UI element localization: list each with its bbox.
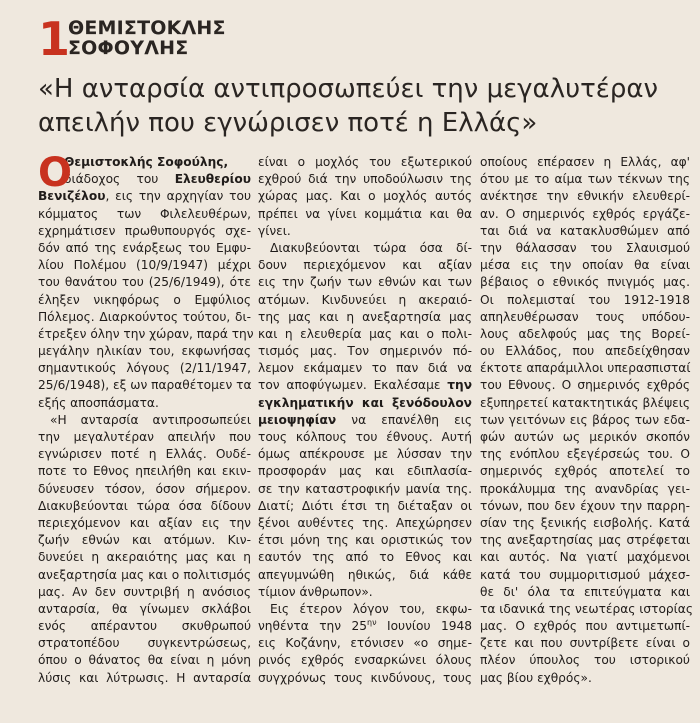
text-line: Θεμιστοκλής Σοφούλης,	[64, 155, 229, 169]
text-line: μεγάλην ηλικίαν του, εκφωνήσας	[38, 344, 251, 359]
text-line: ου Ελλάδος, που απεδείχθησαν	[480, 344, 690, 359]
section-number: 1	[38, 12, 71, 66]
text-line: δόν από της ενάρξεως του Εμφυ-	[38, 240, 251, 255]
text-line: απηλευθέρωσαν τους υπόδου-	[480, 309, 690, 324]
text-line: έτρεξεν όλην την χώραν, παρά την	[38, 326, 254, 341]
text-line: σε την καταστροφικήν μανία της.	[258, 481, 472, 496]
text-line: εις Κοζάνην, ετόνισεν «ο σημε-	[258, 636, 472, 651]
text-line: απεγυμνώθη ηθικώς, διά κάθε	[258, 567, 472, 582]
text-line: δυνεύει η ακεραιότης μας και η	[38, 550, 251, 565]
headline-line-1: «Η ανταρσία αντιπροσωπεύει την μεγαλυτέραν	[38, 74, 659, 104]
text-line: τα ιδανικά της νεωτέρας ιστορίας	[480, 601, 693, 616]
text-line: σημερινός εχθρός αποτελεί το	[480, 464, 690, 479]
drop-cap: Ο	[38, 150, 73, 196]
text-line: έτσι μόνη της και οριστικώς τον	[258, 533, 472, 548]
article-column-1	[38, 150, 254, 687]
text-line: ποτε το Εθνος ηπειλήθη και εκιν-	[38, 464, 251, 479]
text-line: Οι πολεμισταί του 1912-1918	[480, 292, 690, 307]
text-line: μας βίου εχθρός».	[480, 670, 592, 685]
text-line: βέβαιος ο εθνικός πνιγμός μας.	[480, 275, 690, 290]
text-line: της μας και η ανεξαρτησία μας	[258, 309, 472, 324]
text-line: μειοψηφίαν να επανέλθη εις	[258, 412, 472, 427]
article-column-3	[480, 154, 693, 687]
text-line: λύσις και λύτρωσις. Η ανταρσία	[38, 670, 251, 685]
text-line: έκτοτε απαράμιλλοι υπερασπισταί	[480, 361, 691, 376]
text-line: πλέον ύπουλος του ιστορικού	[480, 653, 690, 668]
text-line: την μεγαλυτέραν απειλήν που	[38, 430, 251, 444]
text-line: ρινός εχθρός ενσαρκώνει όλους	[258, 653, 472, 668]
text-line: και αυτός. Να γιατί μαχόμενοι	[480, 550, 690, 565]
text-line: εγκληματικήν και ξενόδουλον	[258, 395, 472, 410]
text-line: εχθρού διά την υποδούλωσιν της	[258, 172, 472, 187]
text-line: εγνώρισεν ποτέ η Ελλάς. Ουδέ-	[38, 447, 251, 462]
text-line: διάδοχος του Ελευθερίου	[64, 172, 251, 187]
text-line: της ενόπλου εξεγέρσεώς του. Ο	[480, 447, 690, 462]
text-line: δουν περιεχόμενον και αξίαν	[258, 258, 472, 273]
text-line: Βενιζέλου, εις την αρχηγίαν του	[38, 189, 251, 204]
text-line: λίου Πολέμου (10/9/1947) μέχρι	[38, 258, 251, 273]
text-line: εαυτόν της από το Εθνος και	[258, 550, 472, 565]
text-line: όμως απέκρουσε με λύσσαν την	[258, 447, 472, 462]
text-line: χώρας μας. Και ο μοχλός αυτός	[258, 189, 472, 204]
text-line: τίμιον άνθρωπον».	[258, 584, 373, 599]
text-line: κόμματος των Φιλελευθέρων,	[38, 206, 251, 221]
text-line: ζετε και που συντρίβετε είναι ο	[480, 636, 690, 651]
text-line: ότου με το αίμα των τέκνων της	[480, 172, 690, 187]
text-line: ενός απέραντου σκυθρωπού	[38, 619, 251, 634]
text-line: Πόλεμος. Διαρκούντος τούτου, δι-	[38, 309, 251, 324]
text-line: εχρημάτισεν πρωθυπουργός σχε-	[38, 223, 251, 238]
headline-line-2: απειλήν που εγνώρισεν ποτέ η Ελλάς»	[38, 108, 538, 138]
person-name-line-1: ΘΕΜΙΣΤΟΚΛΗΣ	[68, 17, 226, 39]
person-name-line-2: ΣΟΦΟΥΛΗΣ	[68, 37, 189, 59]
text-line: εξής αποσπάσματα.	[38, 395, 159, 410]
article-headline	[38, 72, 678, 140]
text-line: μας. Ο εχθρός που αντιμετωπί-	[480, 619, 690, 634]
text-line: πρέπει να γίνει κομμάτια και θα	[258, 206, 472, 221]
text-line: κατά του συμμοριτισμού μάχεσ-	[480, 567, 690, 582]
text-line: περιεχόμενον και αξίαν εις την	[38, 515, 251, 530]
text-line: «Η ανταρσία αντιπροσωπεύει	[50, 412, 251, 427]
text-line: του Εθνους. Ο σημερινός εχθρός	[480, 378, 690, 393]
text-line: προσφοράν μας και εδιπλασία-	[258, 464, 472, 479]
text-line: και η ελευθερία μας και ο πολι-	[258, 326, 472, 341]
text-line: έληξεν νικηφόρως ο Εμφύλιος	[38, 292, 251, 307]
text-line: οποίους επέρασεν η Ελλάς, αφ'	[480, 155, 690, 169]
text-line: μέσα εις την οποίαν θα είναι	[480, 258, 690, 273]
text-line: εξυπηρετεί κατακτητικάς βλέψεις	[480, 395, 690, 410]
text-line: ανέκτησε την εθνικήν ελευθερί-	[480, 189, 690, 204]
text-line: συγχρόνως τους κινδύνους, τους	[258, 670, 472, 685]
person-name	[68, 18, 226, 58]
text-line: των γειτόνων εις βάρος των εδα-	[480, 412, 690, 427]
text-line: της ανεξαρτησίας μας στρέφεται	[480, 533, 690, 548]
text-line: Διακυβεύονται τώρα όσα δί-	[270, 240, 472, 255]
text-line: γίνει.	[258, 223, 291, 238]
text-line: σίαν της ξενικής εισβολής. Κατά	[480, 515, 690, 530]
text-line: τόνων, που δεν έχουν την παρρη-	[480, 498, 690, 513]
text-line: ζωήν εθνών και ατόμων. Κιν-	[38, 533, 251, 548]
text-line: ανταρσία, θα γίνωμεν σκλάβοι	[38, 601, 251, 616]
text-line: ατόμων. Κινδυνεύει η ακεραιό-	[258, 292, 472, 307]
text-line: ανεξαρτησία μας και ο πολιτισμός	[38, 567, 251, 582]
text-line: ξένοι αυθέντες της. Απεχώρησεν	[258, 515, 472, 530]
text-line: φών αυτών ως μερικόν σκοπόν	[480, 430, 690, 444]
text-line: 25/6/1948), εξ ων παραθέτομεν τα	[38, 378, 252, 393]
text-line: προκάλυμμα της ανανδρίας γει-	[480, 481, 690, 496]
text-line: λεμον εκάμαμεν το παν διά να	[258, 361, 472, 376]
text-line: Διακυβεύονται τώρα όσα δίδουν	[38, 498, 251, 513]
text-line: θε δι' όλα τα επιτεύγματα και	[480, 584, 690, 599]
text-line: μας. Αν δεν συντριβή η ανόσιος	[38, 584, 251, 599]
text-line: λους αδελφούς μας της Βορεί-	[480, 326, 690, 341]
text-line: ται διά να κατακλυσθώμεν από	[480, 223, 690, 238]
text-line: του θανάτου του (25/6/1949), ότε	[38, 275, 251, 290]
text-line: τους κόλπους του έθνους. Αυτή	[258, 430, 472, 444]
text-line: νηθέντα την $25^{\eta\nu}$ Ιουνίου 1948	[258, 618, 472, 634]
text-line: σημαντικούς λόγους (2/11/1947,	[38, 361, 251, 376]
article-column-2	[258, 154, 472, 687]
text-line: όπου ο θάνατος θα είναι η μόνη	[38, 653, 251, 668]
text-line: Εις έτερον λόγον του, εκφω-	[270, 601, 472, 616]
text-line: αν. Ο σημερινός εχθρός εργάζε-	[480, 206, 690, 221]
text-line: τισμός μας. Τον σημερινόν πό-	[258, 344, 472, 359]
text-line: στρατοπέδου συγκεντρώσεως,	[38, 636, 251, 651]
text-line: δύνευσεν τόσον, όσον σήμερον.	[38, 481, 251, 496]
text-line: είναι ο μοχλός του εξωτερικού	[258, 155, 472, 169]
text-line: εις την ζωήν των εθνών και των	[258, 275, 472, 290]
text-line: τον αποφύγωμεν. Εκαλέσαμε την	[258, 378, 472, 393]
text-line: Διατί; Διότι έτσι τη διέταξαν οι	[258, 498, 472, 513]
text-line: την θάλασσαν του Σλαυισμού	[480, 240, 690, 255]
